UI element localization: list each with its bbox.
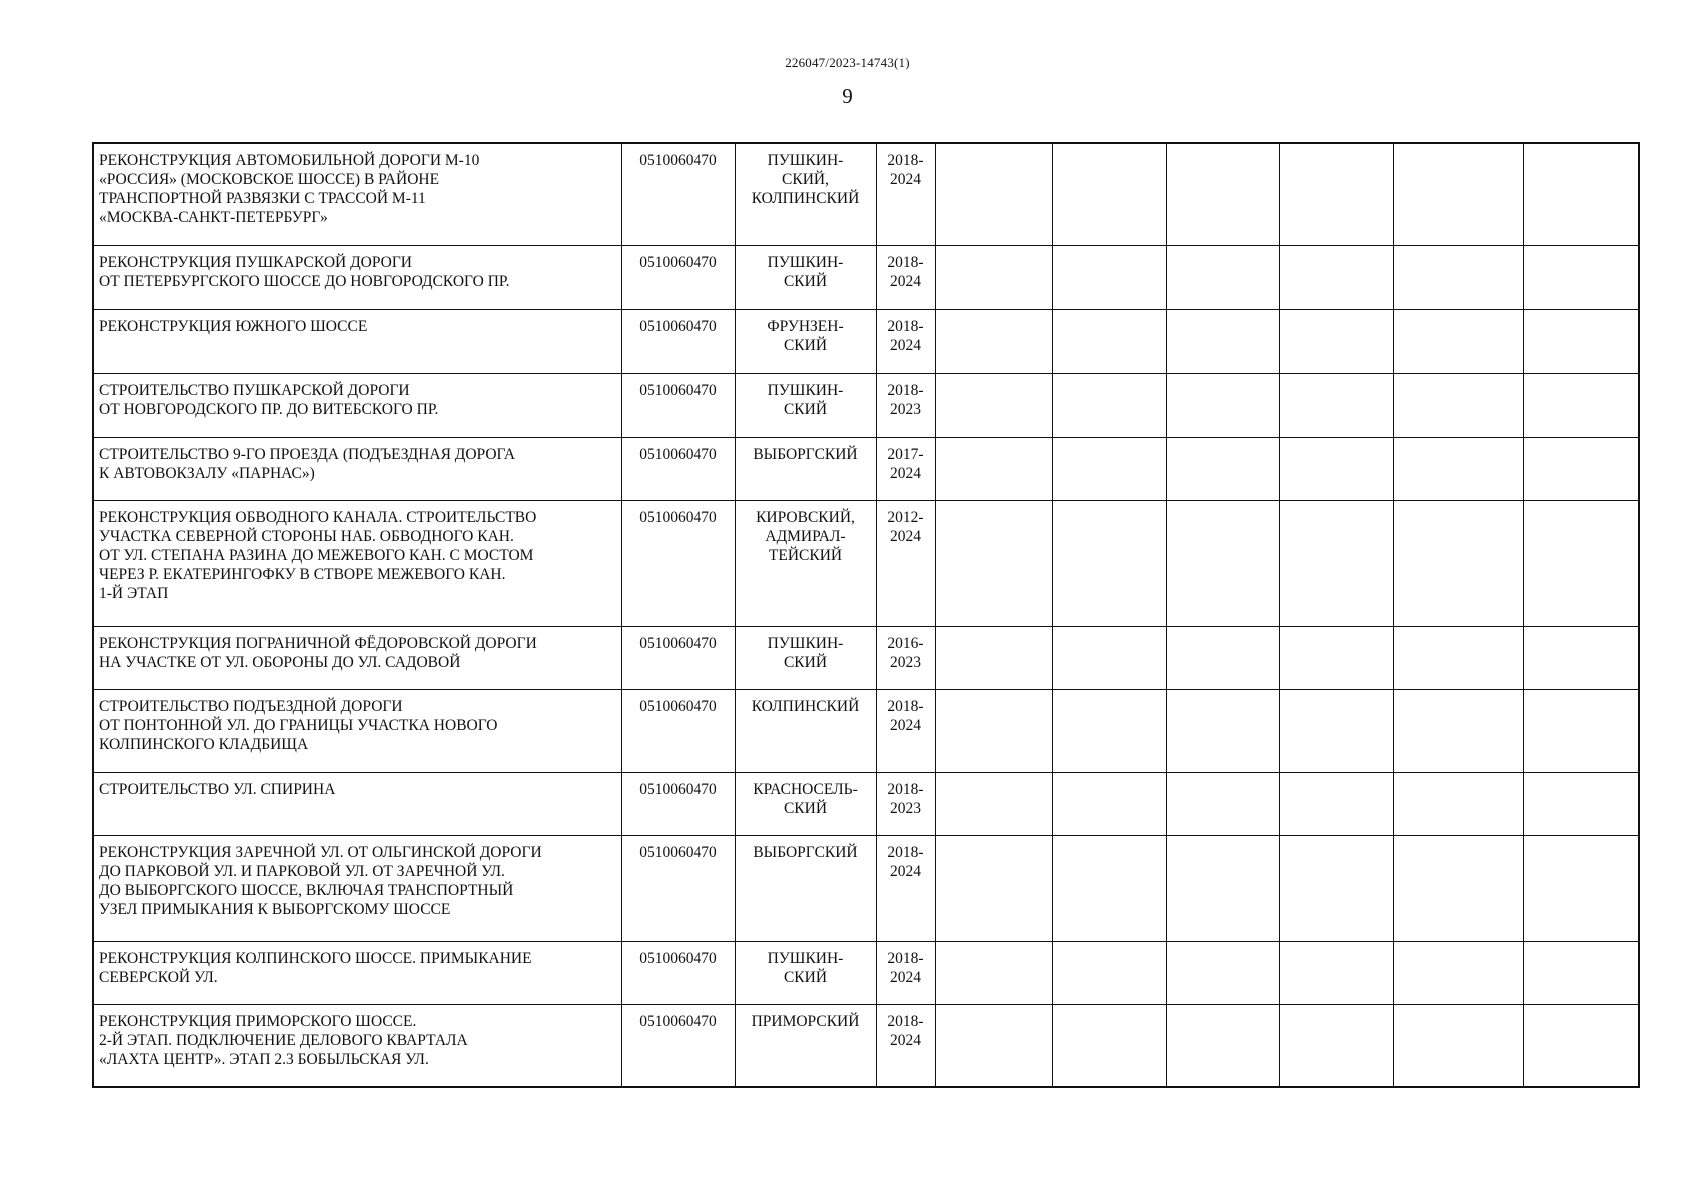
- table-row: [93, 626, 1639, 689]
- project-name-line: ОТ ПОНТОННОЙ УЛ. ДО ГРАНИЦЫ УЧАСТКА НОВОГО: [99, 716, 498, 734]
- district-line: КОЛПИНСКИЙ: [751, 697, 860, 715]
- table-row: [93, 245, 1639, 309]
- empty-cell: [935, 309, 1052, 373]
- period-cell: [876, 245, 935, 309]
- period-cell: [876, 309, 935, 373]
- document-id: 226047/2023-14743(1): [785, 55, 910, 70]
- period-line: 2023: [890, 653, 921, 671]
- project-name-cell: [93, 941, 621, 1004]
- empty-cell: [1393, 941, 1523, 1004]
- budget-code: 0510060470: [639, 780, 717, 798]
- budget-code: 0510060470: [639, 697, 717, 715]
- budget-code: 0510060470: [639, 1012, 717, 1030]
- empty-cell: [1523, 437, 1639, 500]
- budget-code: 0510060470: [639, 253, 717, 271]
- period-line: 2024: [890, 716, 921, 734]
- empty-cell: [935, 500, 1052, 626]
- empty-cell: [1279, 373, 1393, 437]
- period-line: 2018-: [887, 780, 924, 798]
- empty-cell: [935, 941, 1052, 1004]
- empty-cell: [1166, 941, 1279, 1004]
- district-cell: [735, 437, 876, 500]
- table-row: [93, 437, 1639, 500]
- period-cell: [876, 500, 935, 626]
- projects-table: [92, 142, 1640, 1088]
- district-line: ВЫБОРГСКИЙ: [753, 843, 858, 861]
- empty-cell: [1166, 835, 1279, 941]
- empty-cell: [1166, 626, 1279, 689]
- district-cell: [735, 143, 876, 245]
- project-name-line: СТРОИТЕЛЬСТВО УЛ. СПИРИНА: [99, 780, 336, 798]
- project-name-line: КОЛПИНСКОГО КЛАДБИЩА: [99, 735, 309, 753]
- project-name-cell: [93, 626, 621, 689]
- project-name-line: СТРОИТЕЛЬСТВО 9-ГО ПРОЕЗДА (ПОДЪЕЗДНАЯ ДОРОГА: [99, 445, 516, 463]
- empty-cell: [1279, 835, 1393, 941]
- empty-cell: [1523, 941, 1639, 1004]
- empty-cell: [1393, 689, 1523, 772]
- empty-cell: [1279, 941, 1393, 1004]
- empty-cell: [1052, 143, 1166, 245]
- budget-code: 0510060470: [639, 445, 717, 463]
- period-cell: [876, 941, 935, 1004]
- empty-cell: [1166, 772, 1279, 835]
- district-line: КОЛПИНСКИЙ: [751, 190, 860, 207]
- empty-cell: [1279, 143, 1393, 245]
- empty-cell: [1393, 309, 1523, 373]
- period-line: 2018-: [887, 843, 924, 861]
- district-line: ПРИМОРСКИЙ: [751, 1012, 860, 1030]
- project-name-line: ДО ВЫБОРГСКОГО ШОССЕ, ВКЛЮЧАЯ ТРАНСПОРТНЫЙ: [99, 881, 514, 899]
- district-cell: [735, 373, 876, 437]
- period-line: 2018-: [887, 253, 924, 271]
- district-cell: [735, 772, 876, 835]
- empty-cell: [1052, 1004, 1166, 1087]
- empty-cell: [935, 245, 1052, 309]
- budget-code-cell: [621, 689, 735, 772]
- budget-code-cell: [621, 1004, 735, 1087]
- empty-cell: [1393, 772, 1523, 835]
- budget-code-cell: [621, 941, 735, 1004]
- district-line: ПУШКИН-: [767, 381, 844, 399]
- period-line: 2024: [890, 464, 921, 482]
- empty-cell: [1279, 689, 1393, 772]
- district-cell: [735, 626, 876, 689]
- district-line: ФРУНЗЕН-: [767, 317, 844, 335]
- district-line: АДМИРАЛ-: [765, 527, 846, 545]
- empty-cell: [1166, 309, 1279, 373]
- project-name-line: СТРОИТЕЛЬСТВО ПОДЪЕЗДНОЙ ДОРОГИ: [99, 697, 403, 715]
- project-name-cell: [93, 689, 621, 772]
- page-number: 9: [842, 84, 853, 108]
- project-name-line: ОТ ПЕТЕРБУРГСКОГО ШОССЕ ДО НОВГОРОДСКОГО ПР.: [99, 272, 510, 290]
- period-line: 2024: [890, 336, 921, 354]
- project-name-line: ЧЕРЕЗ Р. ЕКАТЕРИНГОФКУ В СТВОРЕ МЕЖЕВОГО КАН.: [99, 565, 506, 583]
- budget-code-cell: [621, 626, 735, 689]
- project-name-line: УЗЕЛ ПРИМЫКАНИЯ К ВЫБОРГСКОМУ ШОССЕ: [99, 900, 451, 918]
- project-name-line: РЕКОНСТРУКЦИЯ ЮЖНОГО ШОССЕ: [99, 317, 368, 335]
- table-row: [93, 500, 1639, 626]
- empty-cell: [935, 143, 1052, 245]
- empty-cell: [1393, 373, 1523, 437]
- project-name-line: 2-Й ЭТАП. ПОДКЛЮЧЕНИЕ ДЕЛОВОГО КВАРТАЛА: [99, 1031, 468, 1049]
- empty-cell: [1166, 1004, 1279, 1087]
- budget-code-cell: [621, 245, 735, 309]
- project-name-line: СЕВЕРСКОЙ УЛ.: [99, 968, 218, 986]
- district-line: ТЕЙСКИЙ: [768, 546, 843, 564]
- empty-cell: [1166, 245, 1279, 309]
- empty-cell: [1279, 437, 1393, 500]
- budget-code: 0510060470: [639, 843, 717, 861]
- empty-cell: [1523, 689, 1639, 772]
- period-line: 2018-: [887, 697, 924, 715]
- period-cell: [876, 772, 935, 835]
- table-row: [93, 309, 1639, 373]
- project-name-cell: [93, 835, 621, 941]
- empty-cell: [1052, 941, 1166, 1004]
- project-name-line: ОТ НОВГОРОДСКОГО ПР. ДО ВИТЕБСКОГО ПР.: [99, 400, 439, 418]
- table-row: [93, 772, 1639, 835]
- empty-cell: [1052, 689, 1166, 772]
- empty-cell: [1052, 437, 1166, 500]
- projects-table-body: [93, 143, 1639, 1087]
- period-line: 2018-: [887, 949, 924, 967]
- budget-code-cell: [621, 373, 735, 437]
- empty-cell: [1166, 500, 1279, 626]
- project-name-line: РЕКОНСТРУКЦИЯ АВТОМОБИЛЬНОЙ ДОРОГИ М-10: [99, 152, 480, 169]
- empty-cell: [1279, 1004, 1393, 1087]
- period-line: 2018-: [887, 1012, 924, 1030]
- project-name-line: РЕКОНСТРУКЦИЯ ОБВОДНОГО КАНАЛА. СТРОИТЕЛЬСТВО: [99, 508, 537, 526]
- budget-code: 0510060470: [639, 634, 717, 652]
- project-name-line: РЕКОНСТРУКЦИЯ ПОГРАНИЧНОЙ ФЁДОРОВСКОЙ ДОРОГИ: [99, 634, 537, 652]
- period-cell: [876, 143, 935, 245]
- empty-cell: [935, 373, 1052, 437]
- project-name-line: ДО ПАРКОВОЙ УЛ. И ПАРКОВОЙ УЛ. ОТ ЗАРЕЧНОЙ УЛ.: [99, 862, 505, 880]
- budget-code-cell: [621, 309, 735, 373]
- budget-code-cell: [621, 772, 735, 835]
- empty-cell: [1279, 626, 1393, 689]
- project-name-line: УЧАСТКА СЕВЕРНОЙ СТОРОНЫ НАБ. ОБВОДНОГО КАН.: [99, 527, 514, 545]
- empty-cell: [1166, 143, 1279, 245]
- project-name-line: «ЛАХТА ЦЕНТР». ЭТАП 2.3 БОБЫЛЬСКАЯ УЛ.: [99, 1050, 429, 1068]
- empty-cell: [1166, 373, 1279, 437]
- budget-code-cell: [621, 500, 735, 626]
- district-cell: [735, 835, 876, 941]
- district-cell: [735, 689, 876, 772]
- empty-cell: [1523, 835, 1639, 941]
- empty-cell: [1393, 245, 1523, 309]
- project-name-line: ОТ УЛ. СТЕПАНА РАЗИНА ДО МЕЖЕВОГО КАН. С МОСТОМ: [99, 546, 534, 564]
- district-line: СКИЙ: [783, 272, 828, 290]
- district-line: СКИЙ,: [782, 171, 829, 188]
- empty-cell: [1393, 1004, 1523, 1087]
- project-name-line: К АВТОВОКЗАЛУ «ПАРНАС»): [99, 464, 315, 482]
- empty-cell: [1393, 626, 1523, 689]
- project-name-line: НА УЧАСТКЕ ОТ УЛ. ОБОРОНЫ ДО УЛ. САДОВОЙ: [99, 653, 461, 671]
- period-line: 2023: [890, 799, 921, 817]
- budget-code: 0510060470: [639, 949, 717, 967]
- period-line: 2024: [890, 171, 921, 188]
- period-line: 2018-: [887, 381, 924, 399]
- empty-cell: [1279, 245, 1393, 309]
- budget-code: 0510060470: [639, 381, 717, 399]
- district-cell: [735, 1004, 876, 1087]
- empty-cell: [1052, 500, 1166, 626]
- district-line: СКИЙ: [783, 400, 828, 418]
- table-row: [93, 143, 1639, 245]
- project-name-line: ТРАНСПОРТНОЙ РАЗВЯЗКИ С ТРАССОЙ М-11: [99, 190, 426, 207]
- district-line: ПУШКИН-: [767, 634, 844, 652]
- table-row: [93, 941, 1639, 1004]
- empty-cell: [935, 835, 1052, 941]
- empty-cell: [935, 437, 1052, 500]
- district-cell: [735, 245, 876, 309]
- empty-cell: [935, 689, 1052, 772]
- district-line: ПУШКИН-: [767, 949, 844, 967]
- period-line: 2024: [890, 862, 921, 880]
- project-name-cell: [93, 245, 621, 309]
- budget-code-cell: [621, 143, 735, 245]
- empty-cell: [1166, 689, 1279, 772]
- period-cell: [876, 1004, 935, 1087]
- empty-cell: [1523, 772, 1639, 835]
- empty-cell: [935, 1004, 1052, 1087]
- period-line: 2016-: [887, 634, 924, 652]
- district-cell: [735, 309, 876, 373]
- project-name-cell: [93, 772, 621, 835]
- district-line: ВЫБОРГСКИЙ: [753, 445, 858, 463]
- budget-code: 0510060470: [639, 508, 717, 526]
- district-line: КРАСНОСЕЛЬ-: [753, 780, 858, 798]
- project-name-line: СТРОИТЕЛЬСТВО ПУШКАРСКОЙ ДОРОГИ: [99, 381, 410, 399]
- district-line: СКИЙ: [783, 799, 828, 817]
- period-line: 2024: [890, 968, 921, 986]
- table-row: [93, 689, 1639, 772]
- period-line: 2024: [890, 272, 921, 290]
- budget-code: 0510060470: [639, 317, 717, 335]
- project-name-line: 1-Й ЭТАП: [99, 584, 169, 602]
- project-name-cell: [93, 143, 621, 245]
- budget-code: 0510060470: [639, 152, 717, 169]
- empty-cell: [935, 626, 1052, 689]
- empty-cell: [1052, 309, 1166, 373]
- period-line: 2023: [890, 400, 921, 418]
- period-cell: [876, 626, 935, 689]
- district-line: СКИЙ: [783, 653, 828, 671]
- period-line: 2017-: [887, 445, 924, 463]
- district-line: СКИЙ: [783, 968, 828, 986]
- period-line: 2018-: [887, 317, 924, 335]
- empty-cell: [1523, 309, 1639, 373]
- district-cell: [735, 500, 876, 626]
- empty-cell: [1523, 373, 1639, 437]
- project-name-cell: [93, 437, 621, 500]
- project-name-cell: [93, 309, 621, 373]
- project-name-line: «РОССИЯ» (МОСКОВСКОЕ ШОССЕ) В РАЙОНЕ: [99, 171, 440, 188]
- period-cell: [876, 835, 935, 941]
- table-row: [93, 835, 1639, 941]
- table-row: [93, 1004, 1639, 1087]
- budget-code-cell: [621, 437, 735, 500]
- empty-cell: [1393, 143, 1523, 245]
- empty-cell: [935, 772, 1052, 835]
- period-line: 2018-: [887, 152, 924, 169]
- district-line: КИРОВСКИЙ,: [756, 508, 855, 526]
- empty-cell: [1523, 245, 1639, 309]
- empty-cell: [1052, 772, 1166, 835]
- project-name-cell: [93, 500, 621, 626]
- project-name-cell: [93, 1004, 621, 1087]
- empty-cell: [1279, 309, 1393, 373]
- district-line: ПУШКИН-: [767, 152, 844, 169]
- empty-cell: [1523, 500, 1639, 626]
- project-name-cell: [93, 373, 621, 437]
- empty-cell: [1279, 500, 1393, 626]
- district-cell: [735, 941, 876, 1004]
- period-cell: [876, 373, 935, 437]
- district-line: СКИЙ: [783, 336, 828, 354]
- period-cell: [876, 689, 935, 772]
- budget-code-cell: [621, 835, 735, 941]
- project-name-line: «МОСКВА-САНКТ-ПЕТЕРБУРГ»: [99, 209, 328, 226]
- empty-cell: [1052, 626, 1166, 689]
- district-line: ПУШКИН-: [767, 253, 844, 271]
- empty-cell: [1393, 437, 1523, 500]
- empty-cell: [1279, 772, 1393, 835]
- empty-cell: [1523, 143, 1639, 245]
- project-name-line: РЕКОНСТРУКЦИЯ КОЛПИНСКОГО ШОССЕ. ПРИМЫКАНИЕ: [99, 949, 532, 967]
- empty-cell: [1052, 373, 1166, 437]
- empty-cell: [1523, 1004, 1639, 1087]
- project-name-line: РЕКОНСТРУКЦИЯ ЗАРЕЧНОЙ УЛ. ОТ ОЛЬГИНСКОЙ ДОРОГИ: [99, 843, 542, 861]
- period-line: 2012-: [887, 508, 924, 526]
- empty-cell: [1052, 245, 1166, 309]
- period-line: 2024: [890, 527, 921, 545]
- project-name-line: РЕКОНСТРУКЦИЯ ПУШКАРСКОЙ ДОРОГИ: [99, 253, 413, 271]
- period-cell: [876, 437, 935, 500]
- empty-cell: [1166, 437, 1279, 500]
- period-line: 2024: [890, 1031, 921, 1049]
- table-row: [93, 373, 1639, 437]
- empty-cell: [1523, 626, 1639, 689]
- empty-cell: [1393, 835, 1523, 941]
- project-name-line: РЕКОНСТРУКЦИЯ ПРИМОРСКОГО ШОССЕ.: [99, 1012, 417, 1030]
- empty-cell: [1393, 500, 1523, 626]
- empty-cell: [1052, 835, 1166, 941]
